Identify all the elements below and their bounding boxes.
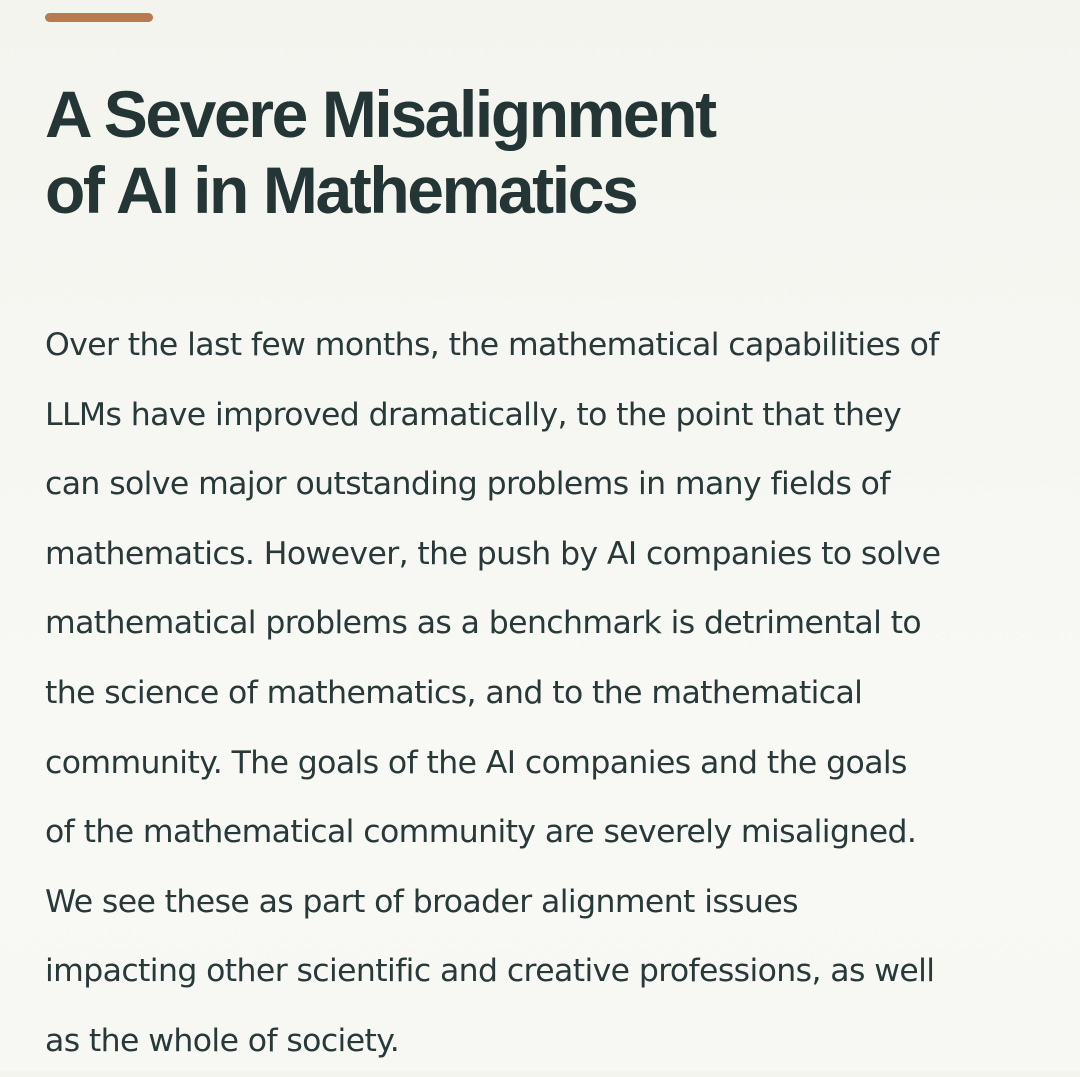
body-line: We see these as part of broader alignment issues	[45, 883, 798, 920]
body-line: as the whole of society.	[45, 1022, 400, 1059]
body-line: mathematical problems as a benchmark is detrimental to	[45, 605, 922, 642]
body-line: community. The goals of the AI companies and the goals	[45, 744, 907, 781]
body-line: LLMs have improved dramatically, to the point that they	[45, 396, 902, 433]
article-body	[45, 311, 1045, 1077]
article-title	[45, 76, 945, 228]
title-line: of AI in Mathematics	[45, 153, 637, 227]
body-line: mathematics. However, the push by AI companies to solve	[45, 535, 941, 572]
body-line: impacting other scientific and creative professions, as well	[45, 953, 935, 990]
accent-bar	[45, 13, 153, 22]
body-line: can solve major outstanding problems in many fields of	[45, 466, 890, 503]
body-line: of the mathematical community are severely misaligned.	[45, 814, 917, 851]
body-line: Over the last few months, the mathematical capabilities of	[45, 327, 939, 363]
body-line: the science of mathematics, and to the mathematical	[45, 674, 863, 711]
title-line: A Severe Misalignment	[45, 77, 715, 151]
